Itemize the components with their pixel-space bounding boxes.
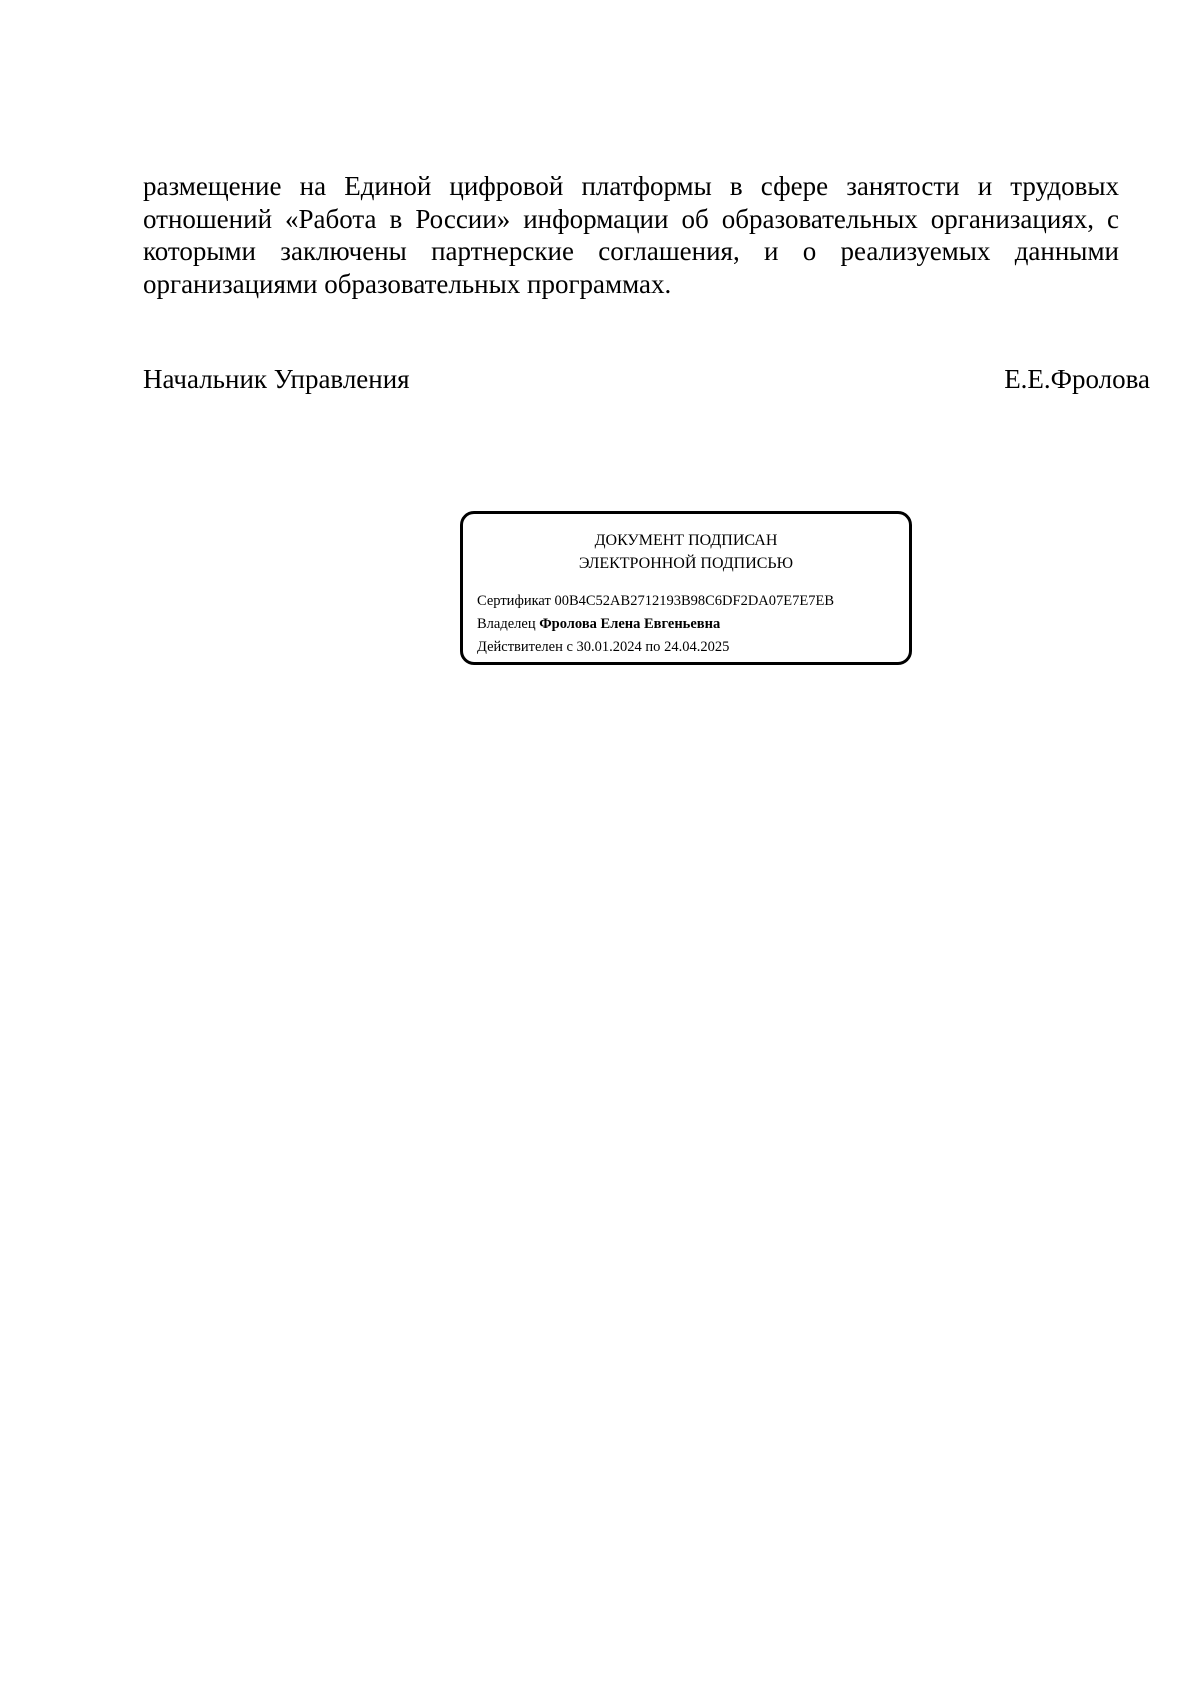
stamp-validity-line bbox=[477, 637, 729, 657]
valid-label: Действителен bbox=[477, 639, 563, 655]
valid-from-label: с bbox=[566, 639, 573, 655]
stamp-certificate-line bbox=[477, 591, 834, 611]
certificate-value: 00B4C52AB2712193B98C6DF2DA07E7E7EB bbox=[554, 593, 835, 609]
owner-value: Фролова Елена Евгеньевна bbox=[539, 616, 721, 632]
stamp-header bbox=[463, 529, 909, 575]
certificate-label: Сертификат bbox=[477, 593, 551, 609]
electronic-signature-stamp bbox=[460, 511, 912, 665]
valid-from-date: 30.01.2024 bbox=[576, 639, 642, 655]
stamp-header-line2: ЭЛЕКТРОННОЙ ПОДПИСЬЮ bbox=[578, 555, 794, 572]
stamp-header-line1: ДОКУМЕНТ ПОДПИСАН bbox=[594, 532, 778, 549]
owner-label: Владелец bbox=[477, 616, 536, 632]
signer-name: Е.Е.Фролова bbox=[1004, 364, 1150, 394]
valid-to-label: по bbox=[645, 639, 661, 655]
stamp-owner-line bbox=[477, 614, 720, 634]
valid-to-date: 24.04.2025 bbox=[664, 639, 730, 655]
signer-position: Начальник Управления bbox=[143, 364, 410, 394]
body-paragraph: размещение на Единой цифровой платформы в сфере занятости и трудовых отношений «Работа в России» информации об образовательных организациях, с которыми заключены партнерские соглашения, и о реализуемых данными организациями образовательных программах. bbox=[143, 171, 1119, 299]
